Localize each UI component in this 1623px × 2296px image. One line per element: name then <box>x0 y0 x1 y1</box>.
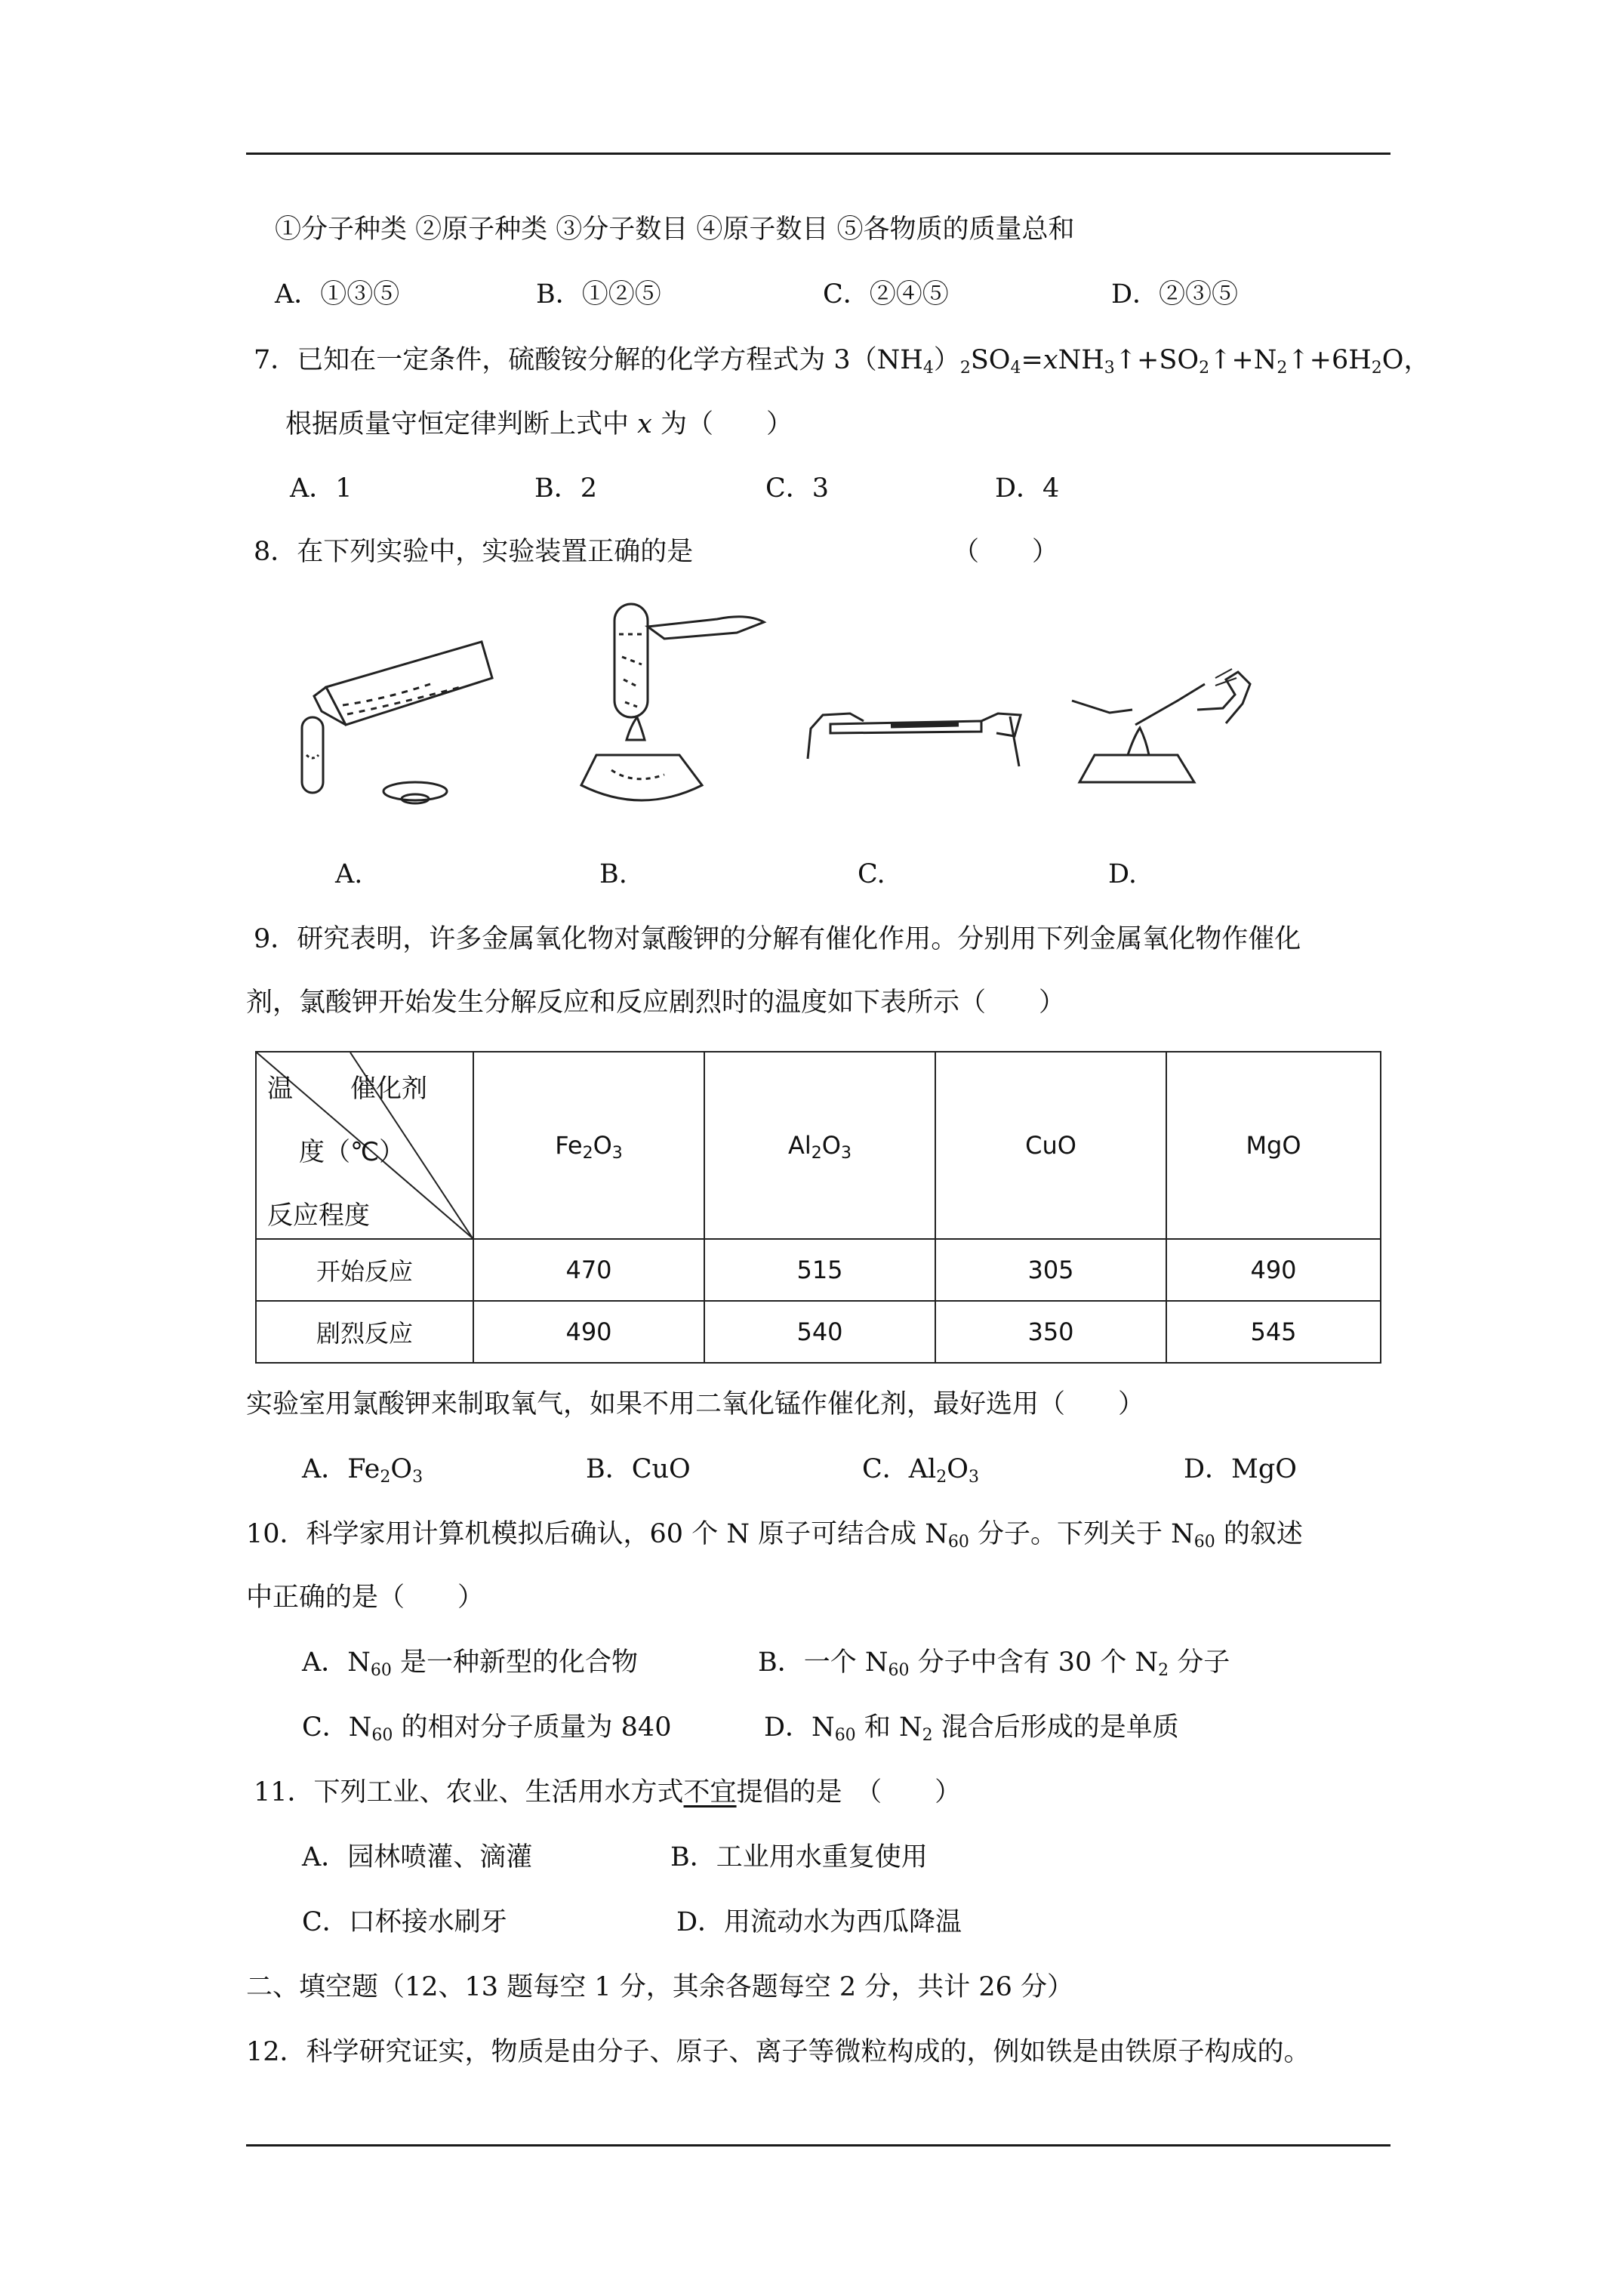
q10-option-b: B．一个 $N_{60}$ 分子中含有 30 个 $N_2$ 分子 <box>758 1647 1230 1680</box>
q10-option-d: D．$N_{60}$ 和 $N_2$ 混合后形成的是单质 <box>764 1712 1179 1745</box>
column-header-fe2o3: $Fe_2O_3$ <box>473 1052 704 1239</box>
table-cell: 540 <box>704 1301 935 1363</box>
q12-question: 12．科学研究证实，物质是由分子、原子、离子等微粒构成的，例如铁是由铁原子构成的。 <box>246 2037 1310 2067</box>
figure-label-a: A. <box>335 859 363 889</box>
q10-option-c: C．$N_{60}$ 的相对分子质量为 840 <box>302 1712 672 1745</box>
figure-a-pouring-illustration <box>279 627 506 808</box>
q10-question-line1: 10．科学家用计算机模拟后确认，60 个 N 原子可结合成 $N_{60}$ 分子。下列关于 $N_{60}$ 的叙述 <box>246 1519 1303 1552</box>
corner-label-progress: 反应程度 <box>267 1200 370 1231</box>
q11-question: 11．下列工业、农业、生活用水方式不宜提倡的是 （ ） <box>254 1777 962 1808</box>
table-cell: 515 <box>704 1239 935 1301</box>
figure-label-b: B. <box>599 859 627 889</box>
q6-option-a: A．①③⑤ <box>275 279 400 310</box>
q6-option-d: D．②③⑤ <box>1111 279 1239 310</box>
q10-question-line2: 中正确的是（ ） <box>246 1583 485 1613</box>
q11-option-c: C．口杯接水刷牙 <box>302 1907 507 1937</box>
q9-option-d: D．MgO <box>1184 1454 1297 1484</box>
q7-option-b: B．2 <box>534 473 597 504</box>
q7-option-c: C．3 <box>765 473 830 504</box>
q9-option-b: B．CuO <box>586 1454 691 1484</box>
corner-label-catalyst: 催化剂 <box>350 1074 427 1104</box>
row-label-start: 开始反应 <box>256 1239 473 1301</box>
q6-option-b: B．①②⑤ <box>536 279 661 310</box>
q6-items: ①分子种类 ②原子种类 ③分子数目 ④原子数目 ⑤各物质的质量总和 <box>275 214 1075 245</box>
table-cell: 490 <box>1166 1239 1381 1301</box>
header-rule <box>246 153 1390 155</box>
q11-option-a: A．园林喷灌、滴灌 <box>302 1842 533 1872</box>
table-cell: 490 <box>473 1301 704 1363</box>
q7-question-line2: 根据质量守恒定律判断上式中 x 为（ ） <box>285 409 793 439</box>
q9-question-line1: 9．研究表明，许多金属氧化物对氯酸钾的分解有催化作用。分别用下列金属氧化物作催化 <box>254 924 1301 954</box>
q7-option-a: A．1 <box>290 473 353 504</box>
row-label-vigorous: 剧烈反应 <box>256 1301 473 1363</box>
q6-option-c: C．②④⑤ <box>823 279 949 310</box>
table-cell: 350 <box>935 1301 1166 1363</box>
q8-answer-paren: （ ） <box>953 537 1059 567</box>
q7-question: 7．已知在一定条件，硫酸铵分解的化学方程式为 $3(NH_4)_2SO_4=xNH_3↑+SO_2↑+N_2↑+6H_2O$， <box>254 345 1431 378</box>
figure-label-d: D. <box>1108 859 1137 889</box>
q11-option-d: D．用流动水为西瓜降温 <box>676 1907 962 1937</box>
figure-label-c: C. <box>858 859 885 889</box>
q9-question-line2: 剂，氯酸钾开始发生分解反应和反应剧烈时的温度如下表所示（ ） <box>246 988 1066 1018</box>
figure-b-heating-test-tube-illustration <box>566 596 770 815</box>
corner-label-temp: 温 <box>267 1074 293 1104</box>
corner-label-degree: 度（℃） <box>299 1137 405 1167</box>
figure-c-test-tube-holder-illustration <box>800 698 1027 774</box>
q7-option-d: D．4 <box>995 473 1060 504</box>
q10-option-a: A．$N_{60}$ 是一种新型的化合物 <box>302 1647 639 1680</box>
column-header-al2o3: $Al_2O_3$ <box>704 1052 935 1239</box>
catalyst-temperature-table <box>255 1051 1381 1364</box>
table-cell: 545 <box>1166 1301 1381 1363</box>
q11-option-b: B．工业用水重复使用 <box>670 1842 928 1872</box>
q9-option-c: C．$Al_2O_3$ <box>862 1454 979 1487</box>
q8-question: 8．在下列实验中，实验装置正确的是 <box>254 537 694 567</box>
column-header-mgo: MgO <box>1166 1052 1381 1239</box>
footer-rule <box>246 2144 1390 2147</box>
figure-d-smelling-gas-illustration <box>1064 664 1261 793</box>
column-header-cuo: CuO <box>935 1052 1166 1239</box>
table-cell: 470 <box>473 1239 704 1301</box>
section-2-heading: 二、填空题（12、13 题每空 1 分，其余各题每空 2 分，共计 26 分） <box>246 1972 1074 2002</box>
table-cell: 305 <box>935 1239 1166 1301</box>
q9-option-a: A．$Fe_2O_3$ <box>302 1454 423 1487</box>
q9-followup: 实验室用氯酸钾来制取氧气，如果不用二氧化锰作催化剂，最好选用（ ） <box>246 1389 1145 1419</box>
table-corner-header <box>256 1052 473 1239</box>
